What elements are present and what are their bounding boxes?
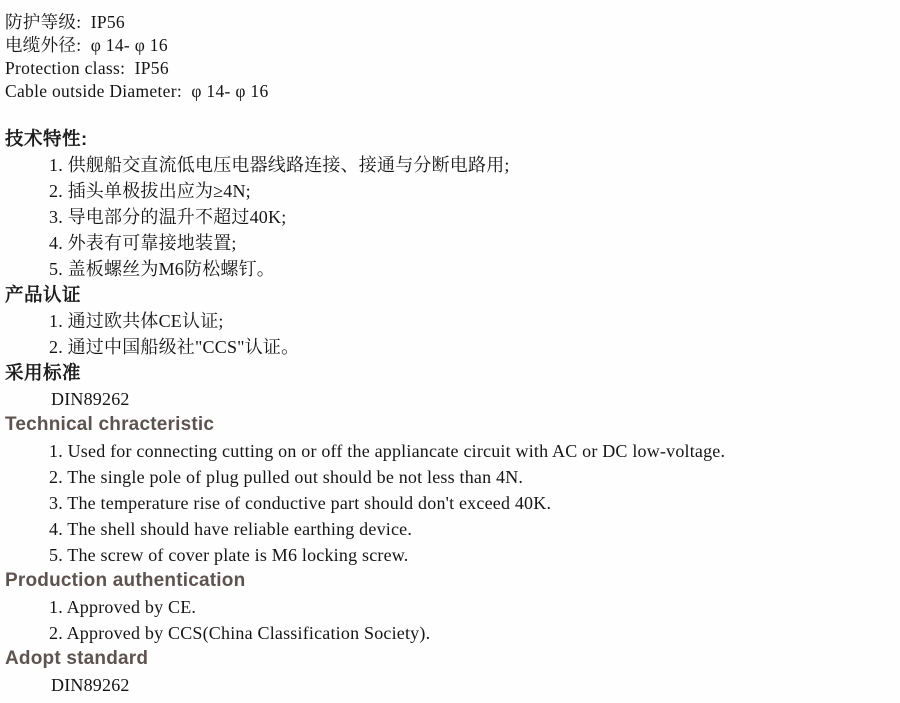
list-item: 4. The shell should have reliable earthing device. [49,519,413,539]
document-body [5,126,894,698]
section-heading-standard-en: Adopt standard [5,648,149,669]
protection-class-en: Protection class: IP56 [5,58,169,78]
list-item: 1. 通过欧共体CE认证; [49,311,224,331]
section-heading-technical-cn: 技术特性: [5,128,88,149]
list-item: 5. The screw of cover plate is M6 locking screw. [49,545,409,565]
list-item: 1. 供舰船交直流低电压电器线路连接、接通与分断电路用; [49,155,510,175]
list-item: 1. Approved by CE. [49,597,197,617]
spec-block [5,11,894,103]
list-item: 1. Used for connecting cutting on or off the appliancate circuit with AC or DC low-voltage. [49,441,726,461]
list-item: 2. 通过中国船级社"CCS"认证。 [49,337,300,357]
list-item: 2. Approved by CCS(China Classification Society). [49,623,431,643]
standard-value: DIN89262 [51,675,130,695]
cable-diameter-cn: 电缆外径: φ 14- φ 16 [5,35,168,55]
section-heading-certification-en: Production authentication [5,570,246,591]
cable-diameter-en: Cable outside Diameter: φ 14- φ 16 [5,81,269,101]
list-item: 4. 外表有可靠接地装置; [49,233,237,253]
list-item: 2. The single pole of plug pulled out should be not less than 4N. [49,467,524,487]
list-item: 3. 导电部分的温升不超过40K; [49,207,287,227]
section-heading-technical-en: Technical chracteristic [5,414,215,435]
list-item: 3. The temperature rise of conductive part should don't exceed 40K. [49,493,552,513]
protection-class-cn: 防护等级: IP56 [5,12,125,32]
list-item: 5. 盖板螺丝为M6防松螺钉。 [49,259,276,279]
section-heading-certification-cn: 产品认证 [5,284,82,305]
section-heading-standard-cn: 采用标准 [5,362,82,383]
standard-value: DIN89262 [51,389,130,409]
list-item: 2. 插头单极拔出应为≥4N; [49,181,251,201]
